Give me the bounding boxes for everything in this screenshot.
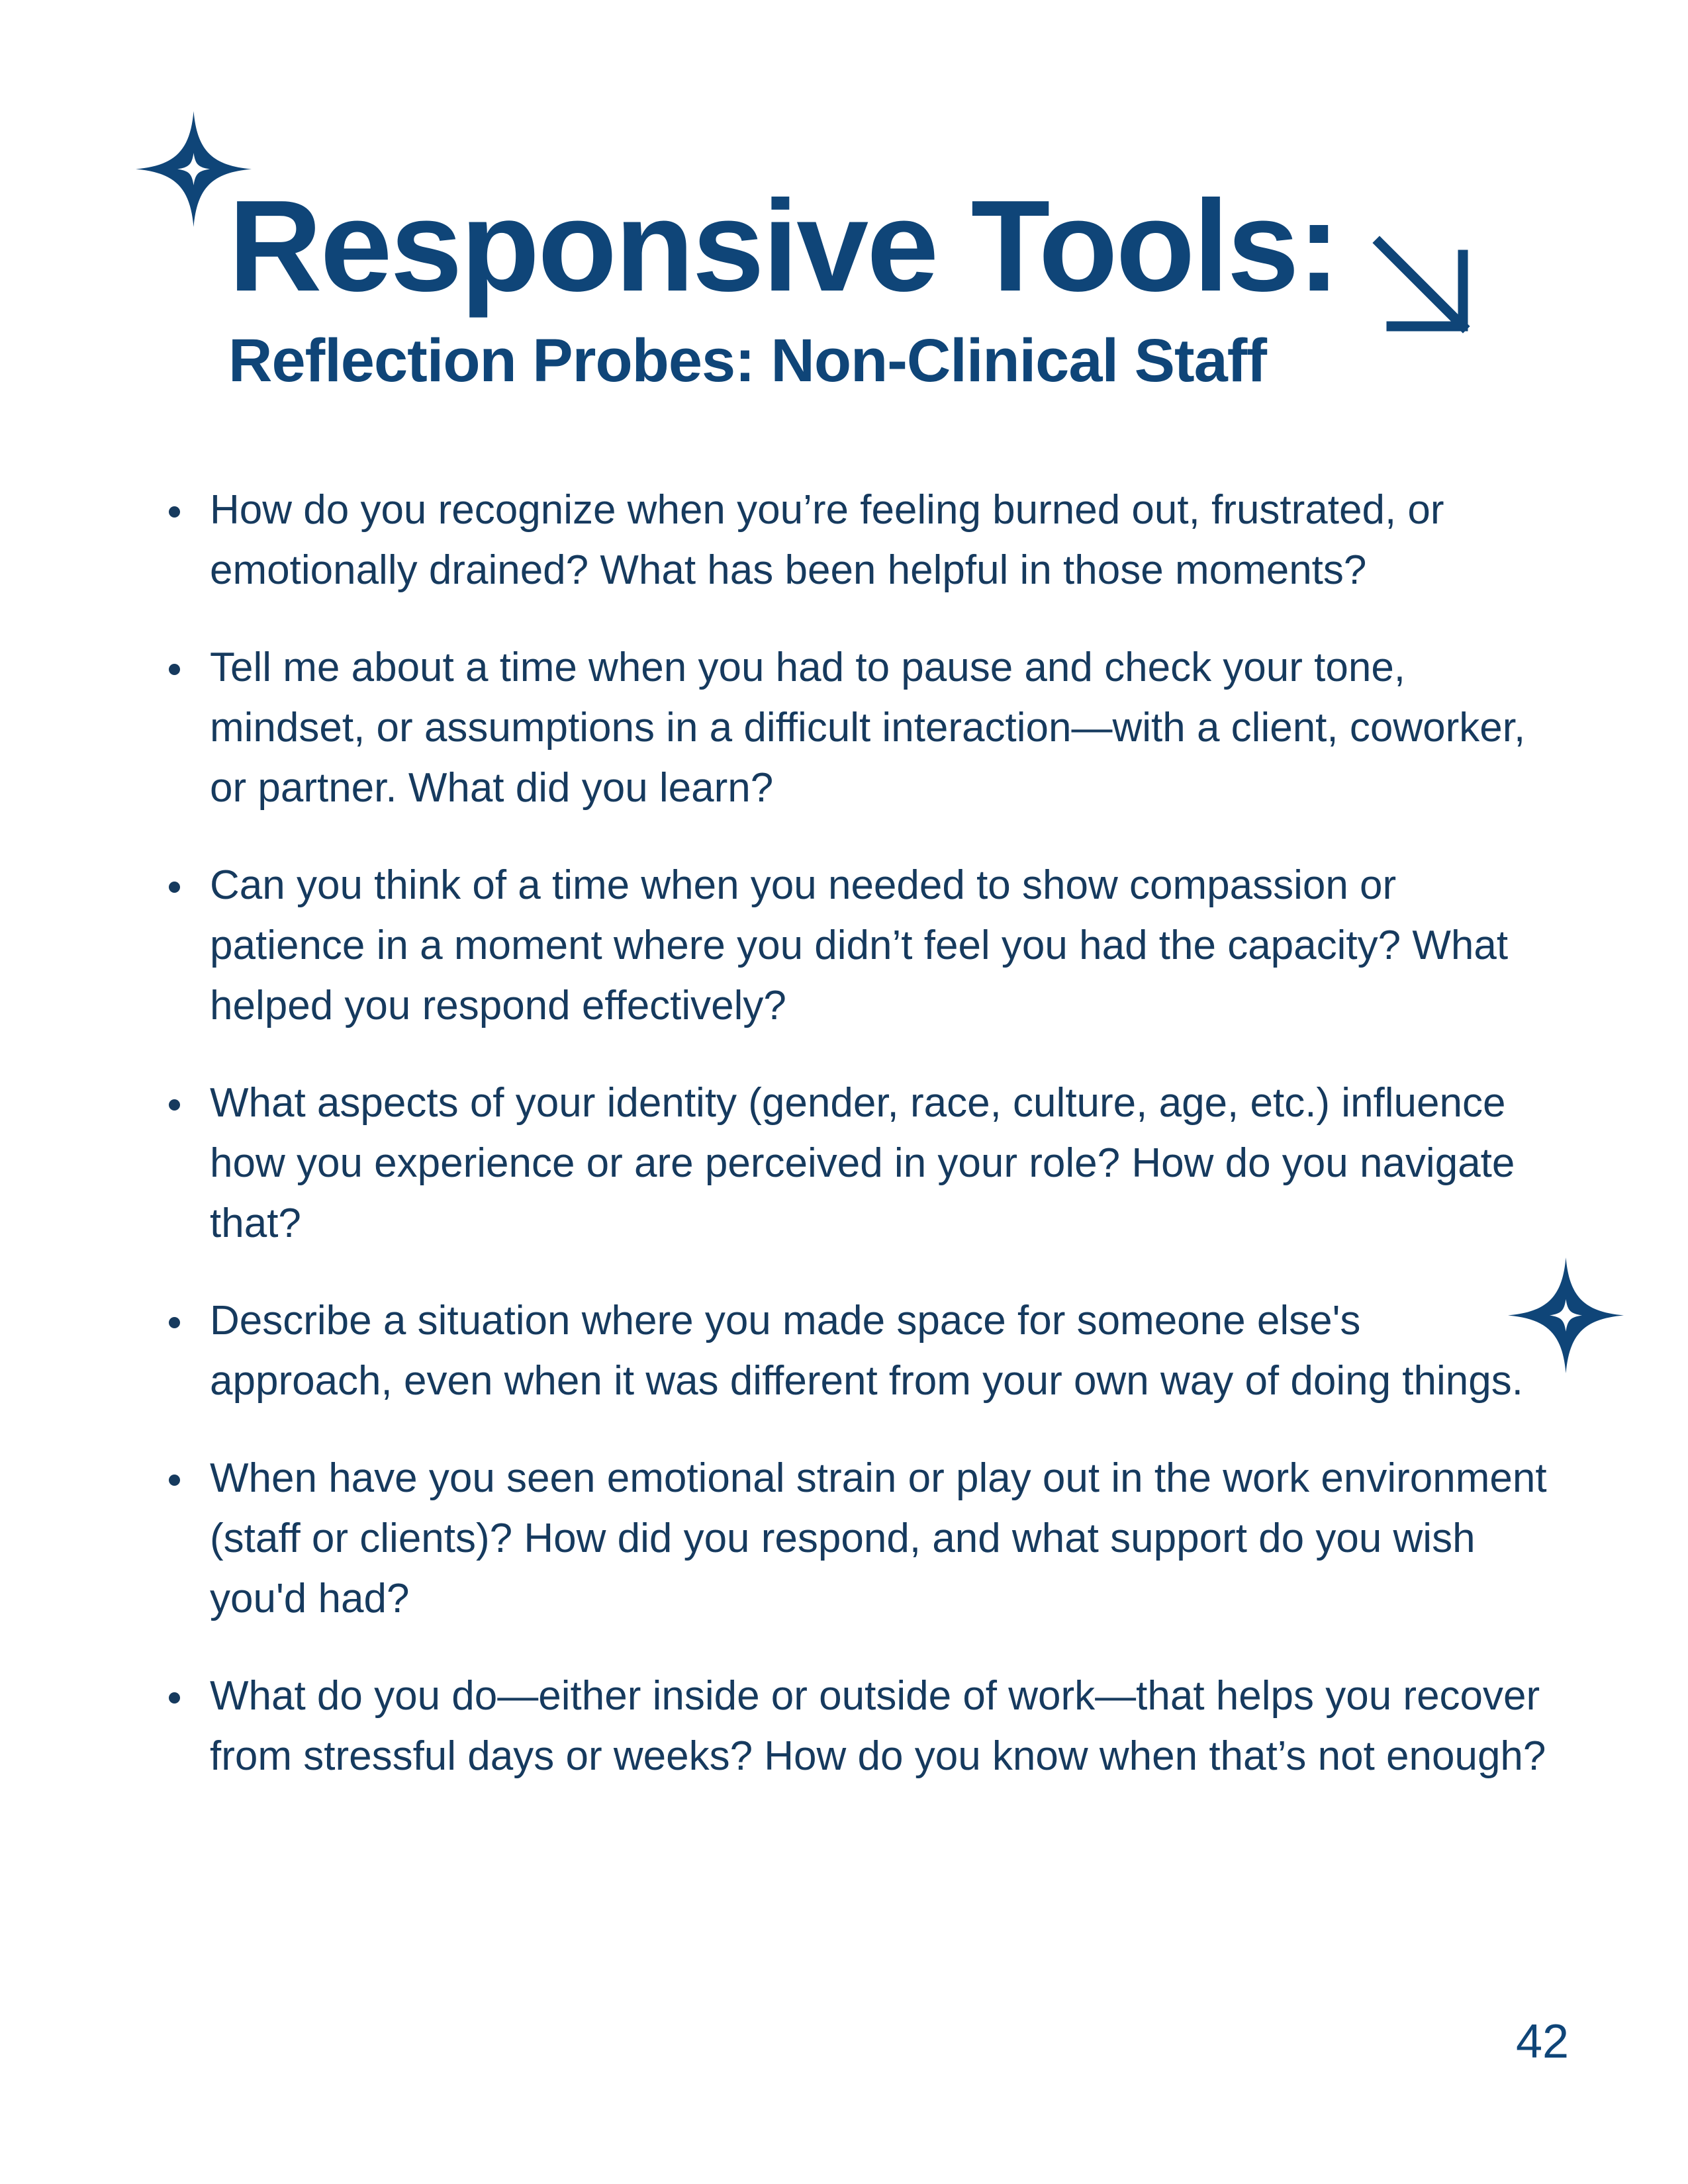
bullet-icon bbox=[169, 664, 180, 675]
list-item bbox=[162, 1448, 1552, 1629]
bullet-icon bbox=[169, 506, 180, 518]
arrow-down-right-icon bbox=[1372, 235, 1471, 334]
list-item bbox=[162, 480, 1552, 600]
page-number: 42 bbox=[1516, 2015, 1570, 2068]
probe-text: How do you recognize when you’re feeling burned out, frustrated, or emotionally drained? What has been helpful in those moments? bbox=[210, 487, 1444, 593]
page-title: Responsive Tools: bbox=[228, 173, 1339, 318]
list-item bbox=[162, 1666, 1552, 1786]
probe-text: Can you think of a time when you needed to show compassion or patience in a moment where you didn’t feel you had the capacity? What helped you respond effectively? bbox=[210, 862, 1509, 1028]
bullet-icon bbox=[169, 1692, 180, 1704]
reflection-probe-list bbox=[162, 480, 1552, 1823]
page-subtitle: Reflection Probes: Non-Clinical Staff bbox=[228, 327, 1267, 394]
probe-text: What do you do—either inside or outside of work—that helps you recover from stressful days or weeks? How do you know when that’s not enough? bbox=[210, 1673, 1546, 1779]
probe-text: When have you seen emotional strain or play out in the work environment (staff or clients)? How did you respond, and what support do you wish you'd had? bbox=[210, 1455, 1547, 1621]
four-point-star-icon bbox=[1508, 1257, 1624, 1373]
bullet-icon bbox=[169, 1475, 180, 1486]
bullet-icon bbox=[169, 1317, 180, 1328]
probe-text: Tell me about a time when you had to pause and check your tone, mindset, or assumptions in a difficult interaction—with a client, coworker, or partner. What did you learn? bbox=[210, 645, 1526, 811]
list-item bbox=[162, 1291, 1552, 1411]
bullet-icon bbox=[169, 1099, 180, 1111]
probe-text: Describe a situation where you made space for someone else's approach, even when it was different from your own way of doing things. bbox=[210, 1298, 1523, 1404]
list-item bbox=[162, 1073, 1552, 1253]
list-item bbox=[162, 637, 1552, 818]
bullet-icon bbox=[169, 882, 180, 893]
list-item bbox=[162, 855, 1552, 1036]
probe-text: What aspects of your identity (gender, race, culture, age, etc.) influence how you experience or are perceived in your role? How do you navigate that? bbox=[210, 1080, 1515, 1246]
